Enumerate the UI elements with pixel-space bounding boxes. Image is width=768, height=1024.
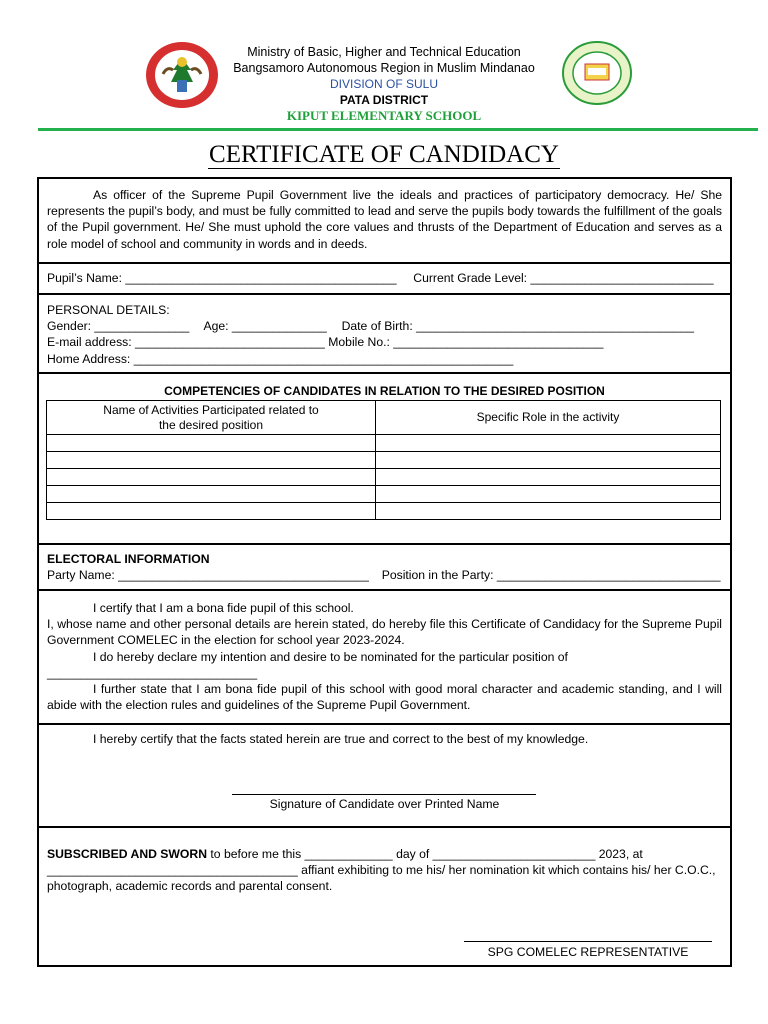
table-cell[interactable] (47, 435, 376, 452)
table-cell[interactable] (47, 469, 376, 486)
school-name: KIPUT ELEMENTARY SCHOOL (286, 108, 482, 123)
electoral-information (37, 551, 732, 583)
competencies-heading: COMPETENCIES OF CANDIDATES IN RELATION TO THE DESIRED POSITION (164, 384, 605, 398)
header-divider (38, 128, 758, 131)
table-cell[interactable] (47, 486, 376, 503)
gender-field[interactable]: Gender: ______________ (47, 319, 190, 334)
declaration: I hereby certify that the facts stated herein are true and correct to the best of my knowledge. (93, 732, 589, 746)
region-name: Bangsamoro Autonomous Region in Muslim Mindanao (233, 61, 535, 75)
party-name-field[interactable]: Party Name: _____________________________________ (47, 568, 369, 583)
table-cell[interactable] (376, 469, 721, 486)
table-cell[interactable] (47, 452, 376, 469)
section-divider (37, 826, 732, 828)
activities-column-header: Name of Activities Participated related to the desired position (47, 401, 376, 435)
age-field[interactable]: Age: ______________ (203, 319, 327, 334)
section-divider (37, 293, 732, 295)
pupil-name-row (37, 270, 732, 286)
table-row (47, 503, 721, 520)
intro-paragraph: As officer of the Supreme Pupil Government live the ideals and practices of participatory democracy. He/ She represents the pupil’s body, and must be fully committed to lead and serve the pupils body towards the fulfillment of the goals of the Pupil government. He/ She must uphold the core values and thrusts of the Department of Education and serves as a role model of school and community in words and in deeds. (47, 188, 722, 251)
table-row (47, 486, 721, 503)
section-divider (37, 262, 732, 264)
grade-level-field[interactable]: Current Grade Level: ___________________________ (413, 271, 714, 285)
certification-statement: I certify that I am a bona fide pupil of this school. I, whose name and other personal details are herein stated, do hereby file this Certificate of Candidacy for the Supreme Pupil Government COMELEC in the election for school year 2023-2024. I do hereby declare my intention and desire to be nominated for the particular position of _______________________________ I further state that I am bona fide pupil of this school with good moral character and academic standing, and I will abide with the election rules and guidelines of the Supreme Pupil Government. (47, 601, 722, 713)
table-cell[interactable] (376, 486, 721, 503)
home-address-field[interactable]: Home Address: ________________________________________________________ (47, 351, 514, 366)
competencies-table (46, 400, 721, 520)
document-title: CERTIFICATE OF CANDIDACY (209, 141, 559, 168)
table-row (47, 469, 721, 486)
ministry-name: Ministry of Basic, Higher and Technical Education (247, 45, 521, 59)
place-blank[interactable]: _____________________________________ (47, 863, 298, 878)
date-of-birth-field[interactable]: Date of Birth: _________________________________________ (341, 319, 694, 334)
table-cell[interactable] (47, 503, 376, 520)
table-cell[interactable] (376, 452, 721, 469)
table-cell[interactable] (376, 435, 721, 452)
school-seal-logo (561, 40, 633, 106)
district-name: PATA DISTRICT (339, 93, 429, 107)
candidate-signature-line[interactable] (232, 794, 536, 795)
role-column-header: Specific Role in the activity (376, 401, 721, 435)
section-divider (37, 723, 732, 725)
electoral-heading: ELECTORAL INFORMATION (47, 552, 210, 566)
section-divider (37, 372, 732, 374)
representative-label: SPG COMELEC REPRESENTATIVE (487, 945, 689, 959)
personal-details (37, 302, 732, 367)
letterhead (0, 0, 768, 130)
section-divider (37, 589, 732, 591)
table-row (47, 435, 721, 452)
position-blank[interactable]: _______________________________ (47, 665, 258, 680)
email-field[interactable]: E-mail address: ____________________________ (47, 335, 325, 350)
candidate-signature-label: Signature of Candidate over Printed Name (269, 797, 500, 811)
mobile-field[interactable]: Mobile No.: _______________________________ (328, 335, 604, 350)
sworn-statement: SUBSCRIBED AND SWORN to before me this _____________ day of ________________________ 2023, at _____________________________________ affiant exhibiting to me his/ her nomination kit which contains his/ her C.O.C., photograph, academic records and parental consent. (47, 847, 716, 894)
pupil-name-field[interactable]: Pupil’s Name: ________________________________________ (47, 271, 397, 285)
table-cell[interactable] (376, 503, 721, 520)
division-name: DIVISION OF SULU (329, 77, 439, 91)
representative-signature-line[interactable] (464, 941, 712, 942)
party-position-field[interactable]: Position in the Party: _________________________________ (381, 568, 721, 583)
personal-details-heading: PERSONAL DETAILS: (47, 303, 170, 317)
section-divider (37, 543, 732, 545)
table-row (47, 452, 721, 469)
